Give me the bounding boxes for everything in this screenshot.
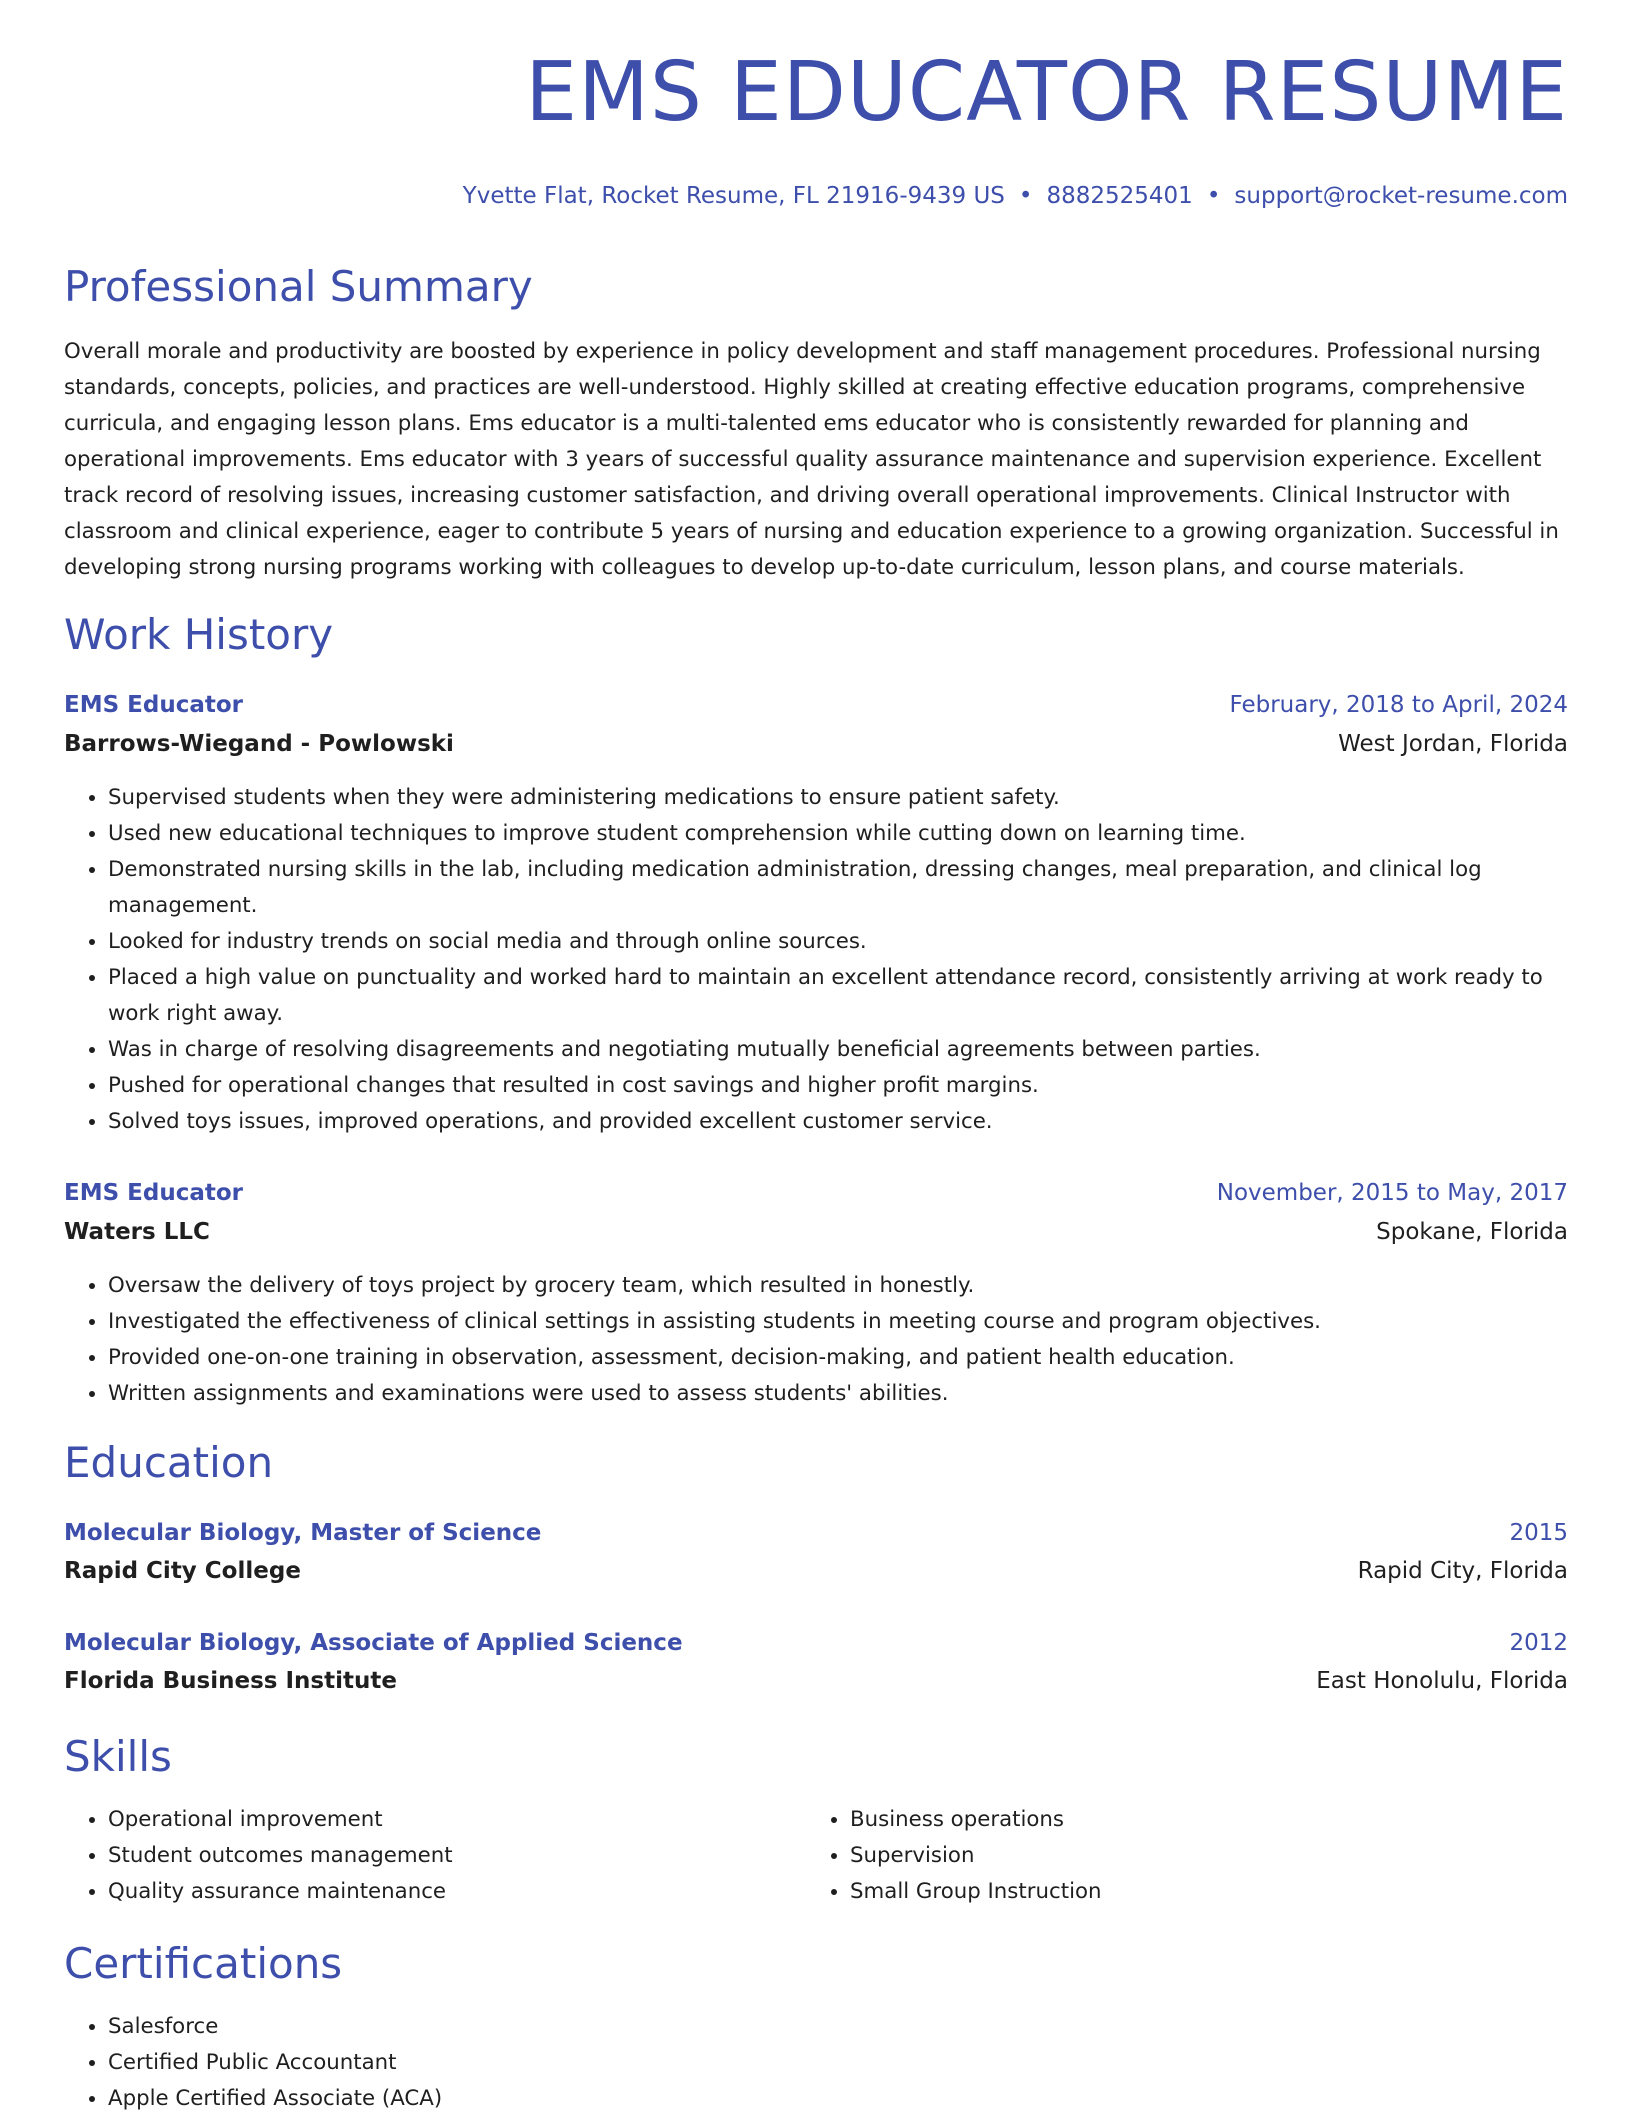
list-item: • Investigated the effectiveness of clinical settings in assisting students in meeting course and program objectives.	[108, 1304, 1568, 1340]
resume-title: EMS EDUCATOR RESUME	[525, 45, 1568, 140]
job-header	[64, 689, 1568, 721]
summary-text: Overall morale and productivity are boosted by experience in policy development and staff management procedures. Professional nursing standards, concepts, policies, and practices are well-understood. Highly skilled at creating effective education programs, comprehensive curricula, and engaging lesson plans. Ems educator is a multi-talented ems educator who is consistently rewarded for planning and operational improvements. Ems educator with 3 years of successful quality assurance maintenance and supervision experience. Excellent track record of resolving issues, increasing customer satisfaction, and driving overall operational improvements. Clinical Instructor with classroom and clinical experience, eager to contribute 5 years of nursing and education experience to a growing organization. Successful in developing strong nursing programs working with colleagues to develop up-to-date curriculum, lesson plans, and course materials.	[64, 339, 1559, 580]
education-year: 2015	[1509, 1520, 1568, 1546]
job-dates: February, 2018 to April, 2024	[1229, 692, 1568, 718]
list-item: • Certified Public Accountant	[108, 2045, 1568, 2081]
list-item: • Oversaw the delivery of toys project by grocery team, which resulted in honestly.	[108, 1268, 1568, 1304]
contact-line	[463, 183, 1568, 209]
list-item: • Salesforce	[108, 2009, 1568, 2045]
job-bullets	[64, 1268, 1568, 1412]
skills-list-left	[64, 1802, 808, 1910]
education-header	[64, 1627, 1568, 1659]
education-location: East Honolulu, Florida	[1316, 1668, 1568, 1694]
education-school: Florida Business Institute	[64, 1668, 397, 1694]
list-item: • Quality assurance maintenance	[108, 1874, 808, 1910]
job-dates: November, 2015 to May, 2017	[1216, 1180, 1568, 1206]
list-item: • Apple Certified Associate (ACA)	[108, 2081, 1568, 2117]
job-subheader	[64, 1216, 1568, 1248]
list-item: • Provided one-on-one training in observation, assessment, decision-making, and patient health education.	[108, 1340, 1568, 1376]
list-item: • Was in charge of resolving disagreements and negotiating mutually beneficial agreements between parties.	[108, 1032, 1568, 1068]
education-heading: Education	[64, 1438, 274, 1487]
list-item: • Supervision	[850, 1838, 1550, 1874]
job-location: West Jordan, Florida	[1338, 731, 1568, 757]
job-subheader	[64, 728, 1568, 760]
education-subheader	[64, 1555, 1568, 1587]
education-location: Rapid City, Florida	[1357, 1558, 1568, 1584]
education-school: Rapid City College	[64, 1558, 301, 1584]
education-degree: Molecular Biology, Associate of Applied Science	[64, 1630, 683, 1656]
education-year: 2012	[1509, 1630, 1568, 1656]
job-location: Spokane, Florida	[1376, 1219, 1568, 1245]
education-header	[64, 1517, 1568, 1549]
list-item: • Operational improvement	[108, 1802, 808, 1838]
job-company: Barrows-Wiegand - Powlowski	[64, 731, 454, 757]
contact-email: support@rocket-resume.com	[1234, 183, 1568, 209]
list-item: • Supervised students when they were administering medications to ensure patient safety.	[108, 780, 1568, 816]
work-history-heading: Work History	[64, 610, 334, 659]
list-item: • Placed a high value on punctuality and worked hard to maintain an excellent attendance record, consistently arriving at work ready to work right away.	[108, 960, 1568, 1032]
list-item: • Business operations	[850, 1802, 1550, 1838]
skills-heading: Skills	[64, 1732, 172, 1781]
list-item: • Pushed for operational changes that resulted in cost savings and higher profit margins.	[108, 1068, 1568, 1104]
contact-phone: 8882525401	[1046, 183, 1193, 209]
job-header	[64, 1177, 1568, 1209]
list-item: • Solved toys issues, improved operations, and provided excellent customer service.	[108, 1104, 1568, 1140]
list-item: • Written assignments and examinations were used to assess students' abilities.	[108, 1376, 1568, 1412]
list-item: • Looked for industry trends on social media and through online sources.	[108, 924, 1568, 960]
skills-list-right	[806, 1802, 1550, 1910]
list-item: • Demonstrated nursing skills in the lab, including medication administration, dressing changes, meal preparation, and clinical log management.	[108, 852, 1568, 924]
job-company: Waters LLC	[64, 1219, 210, 1245]
job-title: EMS Educator	[64, 692, 244, 718]
certifications-list	[64, 2009, 1568, 2117]
certifications-heading: Certifications	[64, 1939, 343, 1988]
job-title: EMS Educator	[64, 1180, 244, 1206]
job-bullets	[64, 780, 1568, 1140]
contact-separator: •	[1206, 183, 1221, 209]
contact-separator: •	[1018, 183, 1033, 209]
contact-address: Yvette Flat, Rocket Resume, FL 21916-9439 US	[462, 183, 1005, 209]
list-item: • Student outcomes management	[108, 1838, 808, 1874]
list-item: • Small Group Instruction	[850, 1874, 1550, 1910]
education-degree: Molecular Biology, Master of Science	[64, 1520, 542, 1546]
education-subheader	[64, 1665, 1568, 1697]
list-item: • Used new educational techniques to improve student comprehension while cutting down on learning time.	[108, 816, 1568, 852]
summary-heading: Professional Summary	[64, 262, 533, 311]
